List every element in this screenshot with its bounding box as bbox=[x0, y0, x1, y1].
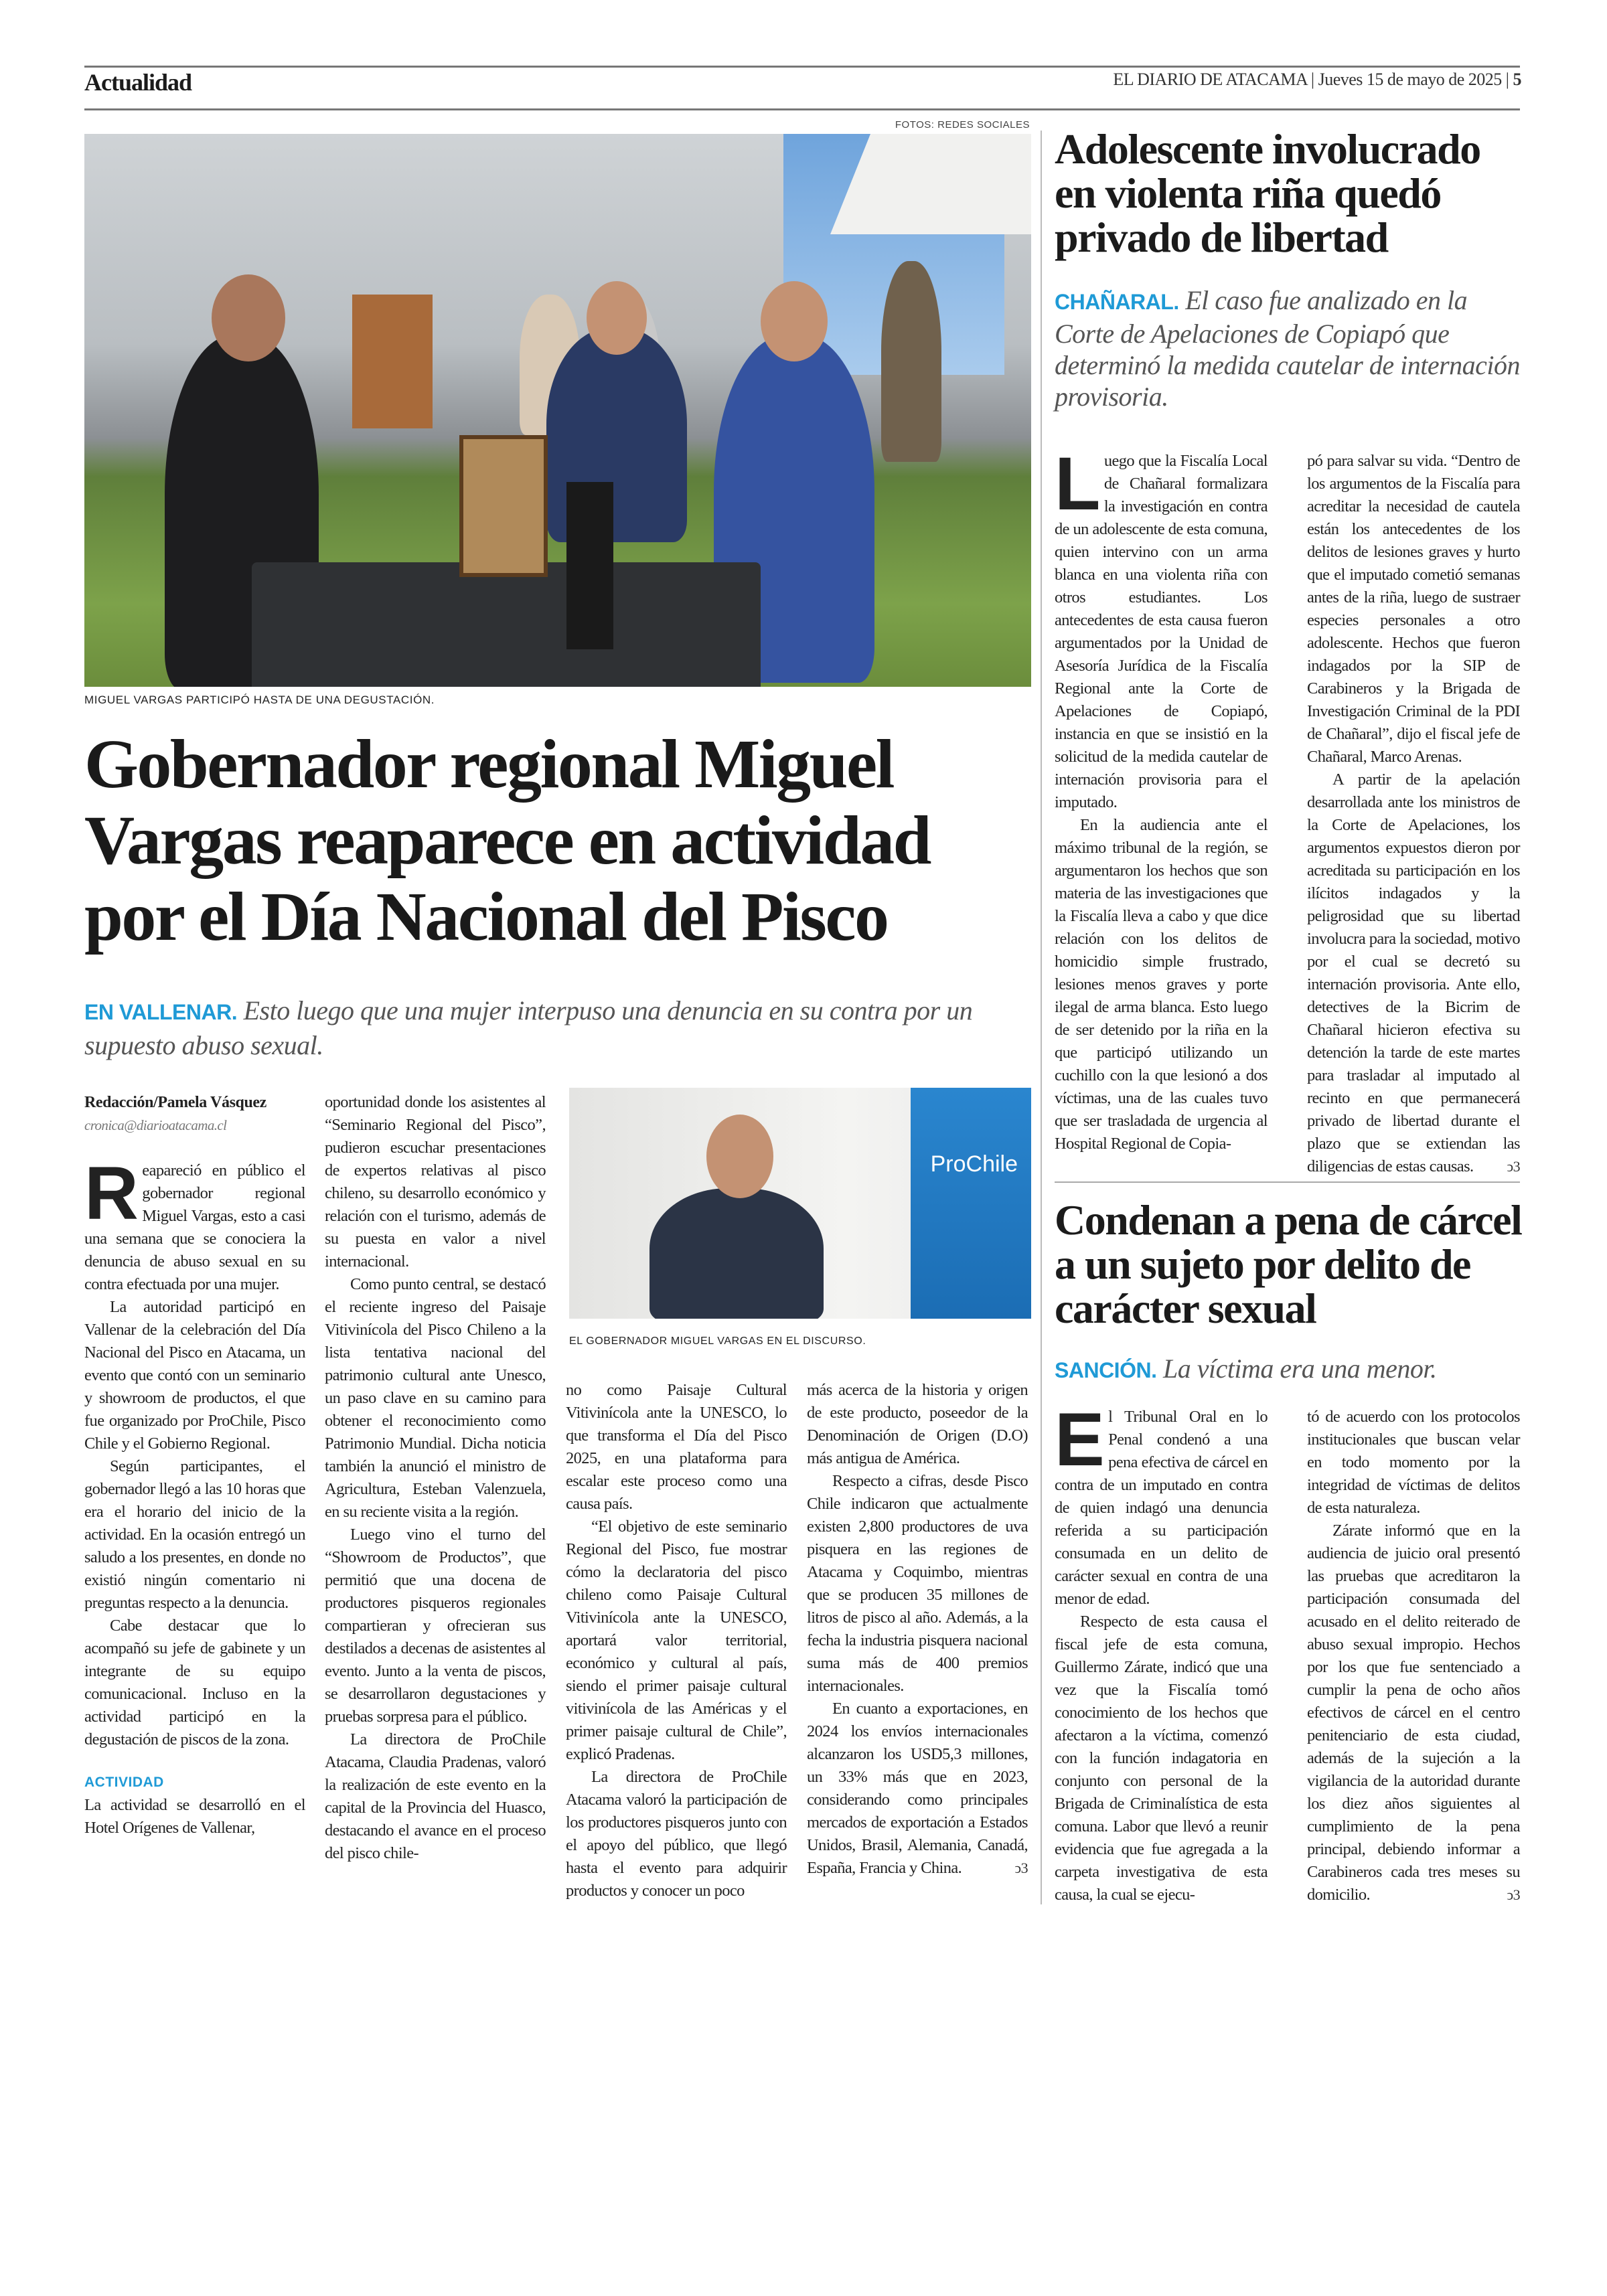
paragraph: Zárate informó que en la audiencia de juicio oral presentó las pruebas que acreditaron la participación consumada del acusado en el delito reiterado de abuso sexual impropio. Hechos por los que fue sentenciado a cumplir la pena de ocho años efectivos de cárcel en el centro penitenciario de esta ciudad, además de la sujeción a la vigilancia de la autoridad durante los diez años siguientes al cumplimiento de la pena principal, debiendo informar a Carabineros cada tres meses su domicilio. bbox=[1307, 1522, 1520, 1904]
paragraph: Como punto central, se destacó el reciente ingreso del Paisaje Vitivinícola del Pisco Chileno a la lista tentativa nacional del patrimonio cultural ante Unesco, un paso clave en su camino para obtener el reconocimiento como Patrimonio Mundial. Dicha noticia también la anunció el ministro de Agricultura, Esteban Valenzuela, en su reciente visita a la región. bbox=[325, 1275, 546, 1521]
article3-kicker: SANCIÓN. bbox=[1055, 1358, 1157, 1382]
article2-headline: Adolescente involucrado en violenta riña quedó privado de libertad bbox=[1055, 125, 1480, 261]
subheading: ACTIVIDAD bbox=[84, 1775, 164, 1790]
section-title: Actualidad bbox=[84, 69, 192, 96]
article2-deck-text: El caso fue analizado en la Corte de Apelaciones de Copiapó que determinó la medida cautelar de internación provisoria. bbox=[1055, 285, 1521, 412]
article3-column-1 bbox=[1055, 1398, 1268, 1906]
paragraph: tó de acuerdo con los protocolos institucionales que buscan velar en todo momento por la integridad de víctimas de delitos de esta naturaleza. bbox=[1307, 1408, 1520, 1517]
paragraph: Cabe destacar que lo acompañó su jefe de gabinete y un integrante de su equipo comunicacional. Incluso en la actividad participó en la degustación de piscos de la zona. bbox=[84, 1617, 305, 1748]
drop-cap: E bbox=[1055, 1398, 1105, 1481]
article2-column-1 bbox=[1055, 442, 1268, 1155]
main-photo bbox=[84, 134, 1031, 687]
paragraph: oportunidad donde los asistentes al “Seminario Regional del Pisco”, pudieron escuchar presentaciones de expertos relativas al pisco chileno, su desarrollo económico y relación con el turismo, además de su puesta en valor a nivel internacional. bbox=[325, 1093, 546, 1270]
paragraph: más acerca de la historia y origen de este producto, poseedor de la Denominación de Origen (D.O) más antigua de América. bbox=[807, 1381, 1028, 1467]
paragraph: Respecto a cifras, desde Pisco Chile indicaron que actualmente existen 2,800 productores de uva pisquera en las regiones de Atacama y Coquimbo, mientras que se producen 35 millones de litros de pisco al año. Además, a la fecha la industria pisquera nacional suma más de 400 premios internacionales. bbox=[807, 1472, 1028, 1695]
paragraph: eapareció en público el gobernador regional Miguel Vargas, esto a casi una semana que se conociera la denuncia de abuso sexual en su contra efectuada por una mujer. bbox=[84, 1161, 305, 1293]
paragraph: A partir de la apelación desarrollada ante los ministros de la Corte de Apelaciones, los argumentos expuestos dieron por acreditada su participación en los ilícitos indagados y la peligrosidad que su libertad involucra para la sociedad, motivo por el cual se decretó su internación provisoria. Ante ello, detectives de la Bicrim de Chañaral hicieron efectiva su detención la tarde de este martes para trasladar al imputado al recinto en que permanecerá privado de libertad durante el plazo que se extiendan las diligencias de estas causas. bbox=[1307, 770, 1520, 1175]
header-rule bbox=[84, 108, 1520, 110]
paragraph: uego que la Fiscalía Local de Chañaral formalizara la investigación en contra de un adolescente de esta comuna, quien intervino con un arma blanca en una violenta riña con otros estudiantes. Los antecedentes de esta causa fueron argumentados por la Unidad de Asesoría Jurídica de la Fiscalía Regional ante la Corte de Apelaciones de Copiapó, instancia en que se insistió en la solicitud de la medida cautelar de internación provisoria para el imputado. bbox=[1055, 452, 1268, 811]
byline-email[interactable]: cronica@diarioatacama.cl bbox=[84, 1117, 227, 1133]
paragraph: La directora de ProChile Atacama, Claudia Pradenas, valoró la realización de este evento en la capital de la Provincia del Huasco, destacando el avance en el proceso del pisco chile- bbox=[325, 1730, 546, 1862]
article3-headline: Condenan a pena de cárcel a un sujeto por delito de carácter sexual bbox=[1055, 1196, 1522, 1332]
byline: Redacción/Pamela Vásquez bbox=[84, 1094, 266, 1111]
newspaper-name: EL DIARIO DE ATACAMA bbox=[1113, 70, 1307, 89]
governor-speech-photo bbox=[569, 1088, 1031, 1319]
main-photo-caption: MIGUEL VARGAS PARTICIPÓ HASTA DE UNA DEGUSTACIÓN. bbox=[84, 693, 435, 706]
paragraph: En la audiencia ante el máximo tribunal de la región, se argumentaron los hechos que son materia de las investigaciones que la Fiscalía lleva a cabo y que dice relación con los delitos de homicidio simple frustrado, lesiones menos graves y porte ilegal de arma blanca. Esto luego de ser detenido por la riña en la que participó utilizando un cuchillo con la que lesionó a dos víctimas, una de las cuales tuvo que ser trasladada de urgencia al Hospital Regional de Copia- bbox=[1055, 816, 1268, 1153]
paragraph: pó para salvar su vida. “Dentro de los argumentos de la Fiscalía para acreditar la necesidad de cautela están los antecedentes de los delitos de lesiones graves y hurto que el imputado cometió semanas antes de la riña, luego de sustraer especies personales a otro adolescente. Hechos que fueron indagados por la SIP de Carabineros y la Brigada de Investigación Criminal de la PDI de Chañaral”, dijo el fiscal jefe de Chañaral, Marco Arenas. bbox=[1307, 452, 1520, 766]
page-number: 5 bbox=[1513, 70, 1521, 89]
paragraph: Luego vino el turno del “Showroom de Productos”, que permitió que una docena de productores pisqueros regionales compartieran y ofrecieran sus destilados a decenas de asistentes al evento. Junto a la venta de piscos, se desarrollaron degustaciones y pruebas sorpresa para el público. bbox=[325, 1526, 546, 1726]
article2-kicker: CHAÑARAL. bbox=[1055, 290, 1179, 314]
main-kicker: EN VALLENAR. bbox=[84, 1000, 238, 1024]
governor-photo-caption: EL GOBERNADOR MIGUEL VARGAS EN EL DISCURSO. bbox=[569, 1335, 866, 1347]
drop-cap: L bbox=[1055, 442, 1100, 525]
main-column-4 bbox=[807, 1379, 1028, 1880]
article3-deck bbox=[1055, 1352, 1523, 1387]
end-mark-icon: ↄ3 bbox=[1507, 1158, 1520, 1175]
article3-column-2 bbox=[1307, 1406, 1520, 1906]
paragraph: La directora de ProChile Atacama valoró la participación de los productores pisqueros junto con el apoyo del público, que llegó hasta el evento para adquirir productos y conocer un poco bbox=[566, 1768, 787, 1900]
paragraph: Según participantes, el gobernador llegó a las 10 horas que era el horario del inicio de la actividad. En la ocasión entregó un saludo a los presentes, en donde no existió ningún comentario ni preguntas respecto a la denuncia. bbox=[84, 1457, 305, 1612]
end-mark-icon: ↄ3 bbox=[1507, 1886, 1520, 1903]
photo-credit: FOTOS: REDES SOCIALES bbox=[895, 119, 1030, 131]
article-divider bbox=[1055, 1181, 1520, 1183]
paragraph: La autoridad participó en Vallenar de la celebración del Día Nacional del Pisco en Atacama, un evento que contó con un seminario y showroom de productos, el que fue organizado por ProChile, Pisco Chile y el Gobierno Regional. bbox=[84, 1298, 305, 1453]
main-column-2 bbox=[325, 1091, 546, 1865]
article2-column-2 bbox=[1307, 450, 1520, 1178]
issue-date: Jueves 15 de mayo de 2025 bbox=[1318, 70, 1502, 89]
end-mark-icon: ↄ3 bbox=[1014, 1860, 1028, 1876]
column-divider bbox=[1041, 131, 1042, 1904]
paragraph: no como Paisaje Cultural Vitivinícola ante la UNESCO, lo que transforma el Día del Pisco 2025, en una plataforma para escalar este proceso como una causa país. bbox=[566, 1381, 787, 1513]
article2-deck bbox=[1055, 284, 1523, 412]
paragraph: En cuanto a exportaciones, en 2024 los envíos internacionales alcanzaron los USD5,3 millones, un 33% más que en 2023, considerando como principales mercados de exportación a Estados Unidos, Brasil, Alemania, Canadá, España, Francia y China. bbox=[807, 1700, 1028, 1877]
top-rule bbox=[84, 66, 1520, 68]
paragraph: “El objetivo de este seminario Regional del Pisco, fue mostrar cómo la declaratoria del pisco chileno como Paisaje Cultural Vitivinícola ante la UNESCO, aportará valor territorial, económico y cultural al país, siendo el primer paisaje cultural vitivinícola de las Américas y el primer paisaje cultural de Chile”, explicó Pradenas. bbox=[566, 1518, 787, 1763]
article3-deck-text: La víctima era una menor. bbox=[1162, 1354, 1437, 1384]
main-deck bbox=[84, 994, 1035, 1062]
paragraph: La actividad se desarrolló en el Hotel Orígenes de Vallenar, bbox=[84, 1796, 305, 1837]
prochile-logo: ProChile bbox=[930, 1151, 1018, 1177]
paragraph: l Tribunal Oral en lo Penal condenó a una pena efectiva de cárcel en contra de un imputado en contra de quien indagó una denuncia referida a su participación consumada en un delito de carácter sexual en contra de una menor de edad. bbox=[1055, 1408, 1268, 1608]
main-column-3 bbox=[566, 1379, 787, 1902]
drop-cap: R bbox=[84, 1151, 139, 1235]
main-column-1 bbox=[84, 1091, 305, 1839]
masthead: EL DIARIO DE ATACAMA | Jueves 15 de mayo de 2025 | 5 bbox=[1113, 70, 1521, 89]
paragraph: Respecto de esta causa el fiscal jefe de esta comuna, Guillermo Zárate, indicó que una vez que la Fiscalía tomó conocimiento de los hechos que afectaron a la víctima, comenzó con la función indagatoria en conjunto con personal de la Brigada de Criminalística de esta comuna. Labor que llevó a reunir evidencia que fue agregada a la carpeta investigativa de esta causa, la cual se ejecu- bbox=[1055, 1613, 1268, 1904]
main-deck-text: Esto luego que una mujer interpuso una denuncia en su contra por un supuesto abuso sexual. bbox=[84, 995, 973, 1060]
main-headline: Gobernador regional Miguel Vargas reaparece en actividad por el Día Nacional del Pisco bbox=[84, 726, 930, 955]
